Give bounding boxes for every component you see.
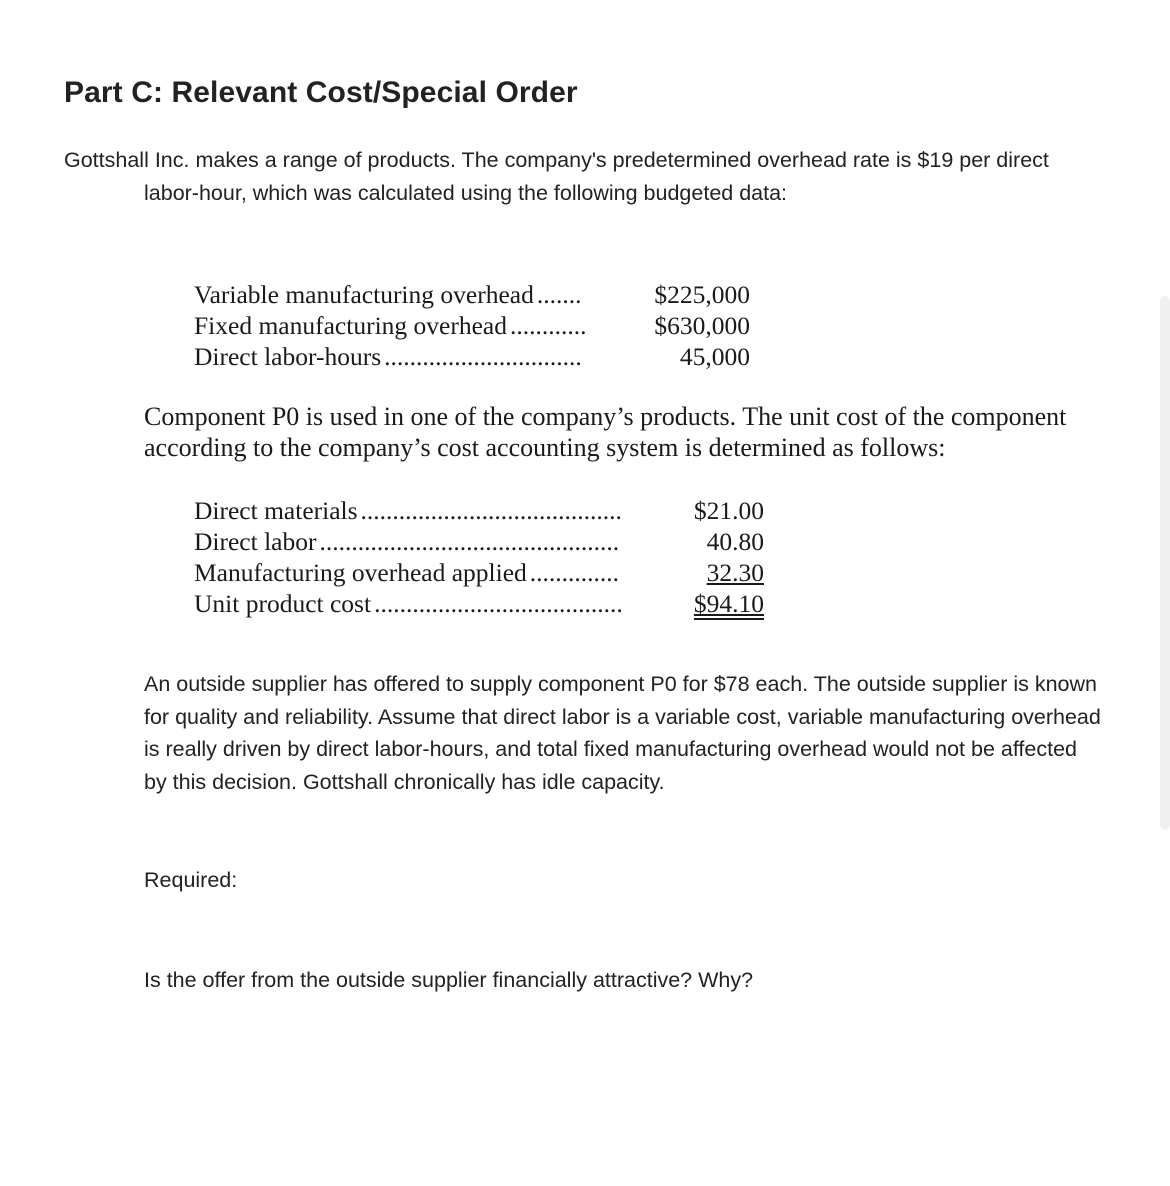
cost-row [194, 588, 764, 619]
cost-value [654, 557, 764, 588]
budget-label: Variable manufacturing overhead [194, 280, 534, 309]
cost-label: Manufacturing overhead applied [194, 558, 527, 587]
budget-row [194, 341, 750, 372]
required-label: Required: [144, 868, 238, 892]
dot-leader: ....................................... [374, 589, 623, 618]
cost-total-double-underlined: $94.10 [693, 589, 764, 618]
cost-value: 40.80 [706, 527, 764, 556]
intro-line-1: Gottshall Inc. makes a range of products. The company's predetermined overhead rate is $19 per direct [64, 148, 1049, 172]
cost-value: $21.00 [693, 496, 764, 525]
budget-row [194, 310, 750, 341]
intro-line-2: labor-hour, which was calculated using the following budgeted data: [144, 181, 788, 205]
dot-leader: ............................................... [319, 527, 620, 556]
cost-row [194, 557, 764, 588]
budget-value: 45,000 [679, 342, 750, 371]
budget-label: Fixed manufacturing overhead [194, 311, 507, 340]
cost-row [194, 526, 764, 557]
cost-row [194, 495, 764, 526]
question-text: Is the offer from the outside supplier financially attractive? Why? [144, 968, 754, 992]
cost-label: Direct materials [194, 496, 358, 525]
dot-leader: ......................................... [360, 496, 622, 525]
intro-paragraph [64, 144, 1134, 210]
cost-label: Direct labor [194, 527, 317, 556]
cost-table [194, 495, 764, 619]
budget-value: $630,000 [654, 311, 750, 340]
dot-leader: .............. [529, 558, 620, 587]
supplier-paragraph: An outside supplier has offered to supply component P0 for $78 each. The outside supplier is known for quality and reliability. Assume that direct labor is a variable cost, variable manufacturing overhead is really driven by direct labor-hours, and total fixed manufacturing overhead would not be affected by this decision. Gottshall chronically has idle capacity. [144, 672, 1101, 794]
dot-leader: ............ [509, 311, 587, 340]
budget-label: Direct labor-hours [194, 342, 382, 371]
budget-value: $225,000 [654, 280, 750, 309]
scrollbar[interactable] [1160, 296, 1170, 830]
cost-label: Unit product cost [194, 589, 372, 618]
budget-row [194, 279, 750, 310]
page-title: Part C: Relevant Cost/Special Order [64, 76, 578, 109]
component-paragraph: Component P0 is used in one of the company’s products. The unit cost of the component according to the company’s cost accounting system is determined as follows: [144, 402, 1067, 462]
budget-table [194, 279, 750, 372]
cost-value [654, 588, 764, 619]
dot-leader: ............................... [384, 342, 582, 371]
dot-leader: ....... [536, 280, 582, 309]
cost-value-underlined: 32.30 [706, 558, 764, 587]
